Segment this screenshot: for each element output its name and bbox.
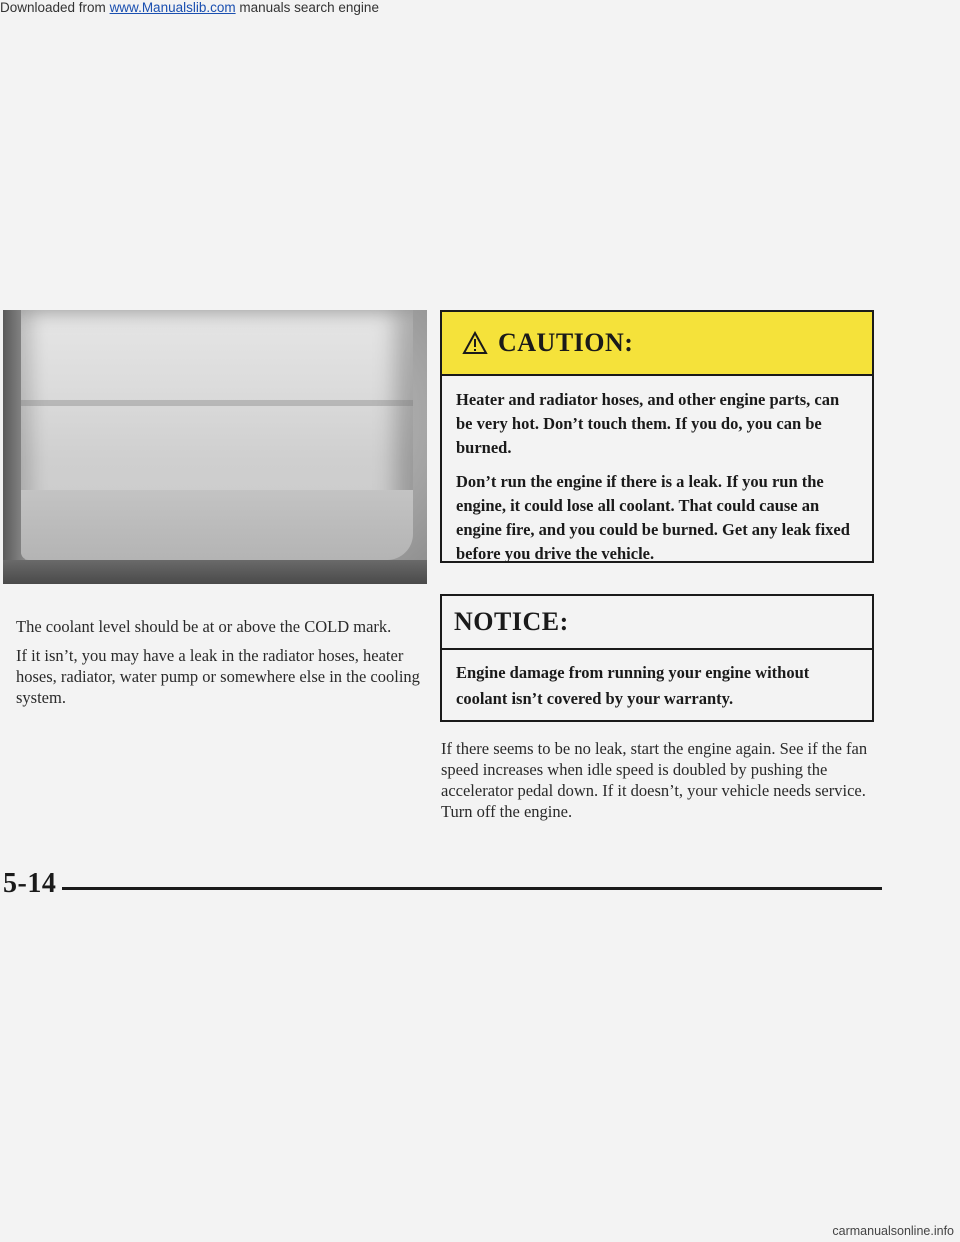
- notice-box: [440, 594, 874, 722]
- warning-triangle-icon: [462, 331, 488, 355]
- notice-title: NOTICE:: [454, 607, 569, 636]
- left-column-text: [16, 616, 434, 716]
- caution-paragraph-hot: Heater and radiator hoses, and other engine parts, can be very hot. Don’t touch them. If you do, you can be burned.: [456, 390, 840, 457]
- download-banner: [0, 0, 379, 15]
- fan-speed-paragraph: If there seems to be no leak, start the engine again. See if the fan speed increases when idle speed is doubled by pushing the accelerator pedal down. If it doesn’t, your vehicle needs service. Turn off the engine.: [441, 739, 868, 821]
- coolant-fill: [21, 490, 413, 560]
- banner-prefix: Downloaded from: [0, 0, 110, 15]
- watermark: carmanualsonline.info: [832, 1224, 954, 1238]
- manualslib-link[interactable]: www.Manualslib.com: [109, 0, 236, 15]
- notice-header: [442, 596, 872, 650]
- caution-body: [442, 376, 872, 566]
- caution-header: [442, 312, 872, 376]
- coolant-level-paragraph: The coolant level should be at or above the COLD mark.: [16, 617, 392, 636]
- notice-paragraph: Engine damage from running your engine without coolant isn’t covered by your warranty.: [456, 663, 810, 708]
- footer-rule: [62, 887, 882, 890]
- right-column-text: [441, 738, 881, 822]
- coolant-reservoir-photo: [3, 310, 427, 584]
- caution-paragraph-leak: Don’t run the engine if there is a leak. If you run the engine, it could lose all coolant. That could cause an engine fire, and you could be burned. Get any leak fixed before you drive the vehicle.: [456, 472, 850, 563]
- leak-paragraph: If it isn’t, you may have a leak in the radiator hoses, heater hoses, radiator, water pump or somewhere else in the cooling system.: [16, 646, 420, 707]
- caution-box: [440, 310, 874, 563]
- notice-body: [442, 650, 872, 712]
- page-number: 5-14: [3, 868, 57, 899]
- cold-mark-line: [21, 400, 413, 406]
- banner-suffix: manuals search engine: [235, 0, 379, 15]
- caution-title: CAUTION:: [498, 328, 634, 357]
